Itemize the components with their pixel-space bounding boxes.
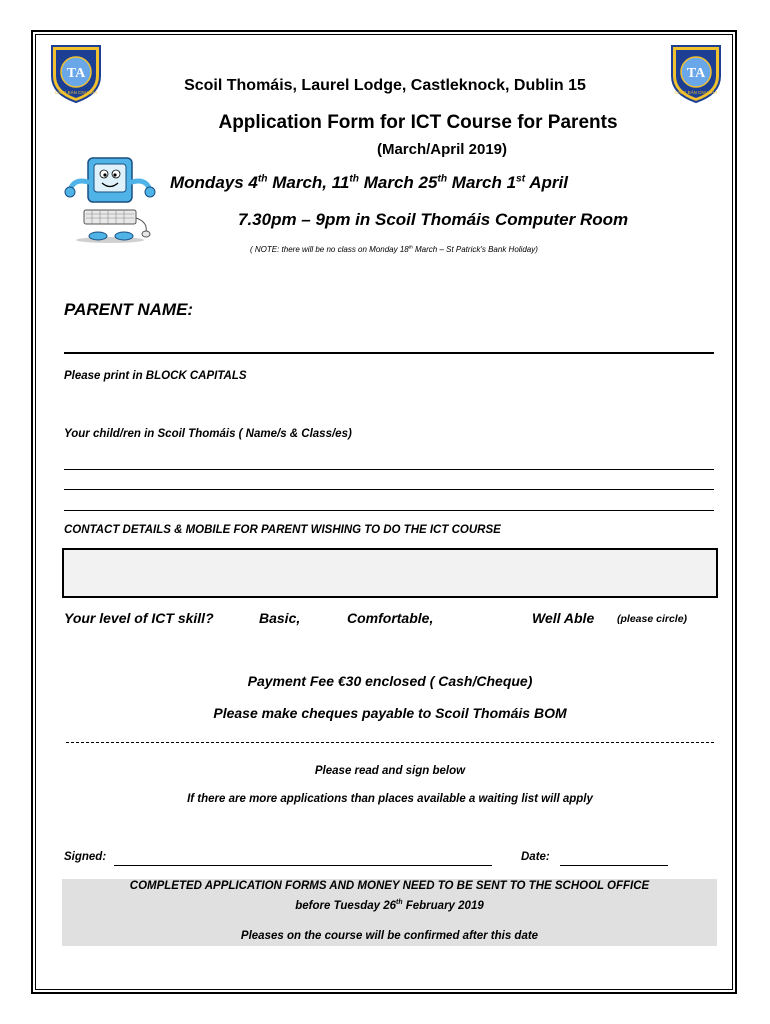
parent-name-label: PARENT NAME: bbox=[64, 300, 194, 319]
svg-text:TA: TA bbox=[66, 66, 86, 81]
dates-sup-4: st bbox=[516, 173, 526, 185]
holiday-note bbox=[250, 245, 538, 254]
submission-deadline bbox=[62, 900, 717, 912]
contact-details-field[interactable] bbox=[62, 548, 718, 598]
dates-sup-3: th bbox=[437, 173, 448, 185]
confirmation-notice: Pleases on the course will be confirmed after this date bbox=[240, 930, 539, 942]
date-line[interactable] bbox=[560, 865, 668, 866]
waiting-list-text: If there are more applications than places available a waiting list will apply bbox=[187, 793, 593, 805]
dates-text-5: April bbox=[525, 173, 568, 192]
cheques-payable-text: Please make cheques payable to Scoil Thomáis BOM bbox=[213, 705, 567, 721]
skill-option-comfortable[interactable]: Comfortable, bbox=[347, 610, 434, 626]
computer-mascot-icon bbox=[62, 152, 158, 244]
note-text-after: March – St Patrick's Bank Holiday) bbox=[412, 245, 538, 254]
note-text-before: ( NOTE: there will be no class on Monday 18 bbox=[250, 245, 409, 254]
dates-sup-2: th bbox=[349, 173, 359, 185]
payment-fee-text: Payment Fee €30 enclosed ( Cash/Cheque) bbox=[247, 673, 533, 689]
signature-line[interactable] bbox=[114, 865, 492, 866]
children-line-1[interactable] bbox=[64, 469, 714, 470]
svg-text:CAISLEÁN CNUCHA: CAISLEÁN CNUCHA bbox=[674, 90, 718, 95]
deadline-text-after: February 2019 bbox=[402, 900, 484, 912]
svg-text:CAISLEÁN CNUCHA: CAISLEÁN CNUCHA bbox=[54, 90, 98, 95]
form-subtitle: (March/April 2019) bbox=[376, 141, 508, 158]
dates-sup-1: th bbox=[257, 173, 268, 185]
dashed-separator bbox=[66, 742, 714, 743]
form-title: Application Form for ICT Course for Parents bbox=[218, 112, 618, 133]
dates-text-1: Mondays 4 bbox=[170, 173, 258, 192]
skill-option-well-able[interactable]: Well Able bbox=[532, 610, 595, 626]
dates-text-4: March 1 bbox=[447, 173, 517, 192]
school-address: Scoil Thomáis, Laurel Lodge, Castleknock, Dublin 15 bbox=[184, 77, 586, 94]
date-label: Date: bbox=[521, 851, 550, 863]
note-sup: th bbox=[408, 245, 413, 251]
read-and-sign-text: Please read and sign below bbox=[314, 765, 466, 777]
skill-option-basic[interactable]: Basic, bbox=[259, 610, 301, 626]
svg-text:TA: TA bbox=[686, 66, 706, 81]
contact-details-label: CONTACT DETAILS & MOBILE FOR PARENT WISHING TO DO THE ICT COURSE bbox=[64, 524, 501, 536]
course-dates bbox=[170, 173, 568, 193]
signed-label: Signed: bbox=[64, 851, 107, 863]
children-label: Your child/ren in Scoil Thomáis ( Name/s & Class/es) bbox=[64, 428, 352, 440]
submission-notice-line-1: COMPLETED APPLICATION FORMS AND MONEY NEED TO BE SENT TO THE SCHOOL OFFICE bbox=[129, 880, 650, 892]
dates-text-2: March, 11 bbox=[267, 173, 350, 192]
block-capitals-hint: Please print in BLOCK CAPITALS bbox=[64, 370, 247, 382]
children-line-3[interactable] bbox=[64, 510, 714, 511]
deadline-text-before: before Tuesday 26 bbox=[295, 900, 397, 912]
dates-text-3: March 25 bbox=[359, 173, 438, 192]
ict-skill-question: Your level of ICT skill? bbox=[64, 610, 214, 626]
course-time-location: 7.30pm – 9pm in Scoil Thomáis Computer Room bbox=[238, 210, 629, 229]
please-circle-note: (please circle) bbox=[617, 613, 688, 625]
deadline-sup: th bbox=[396, 899, 403, 907]
children-line-2[interactable] bbox=[64, 489, 714, 490]
parent-name-line[interactable] bbox=[64, 352, 714, 354]
